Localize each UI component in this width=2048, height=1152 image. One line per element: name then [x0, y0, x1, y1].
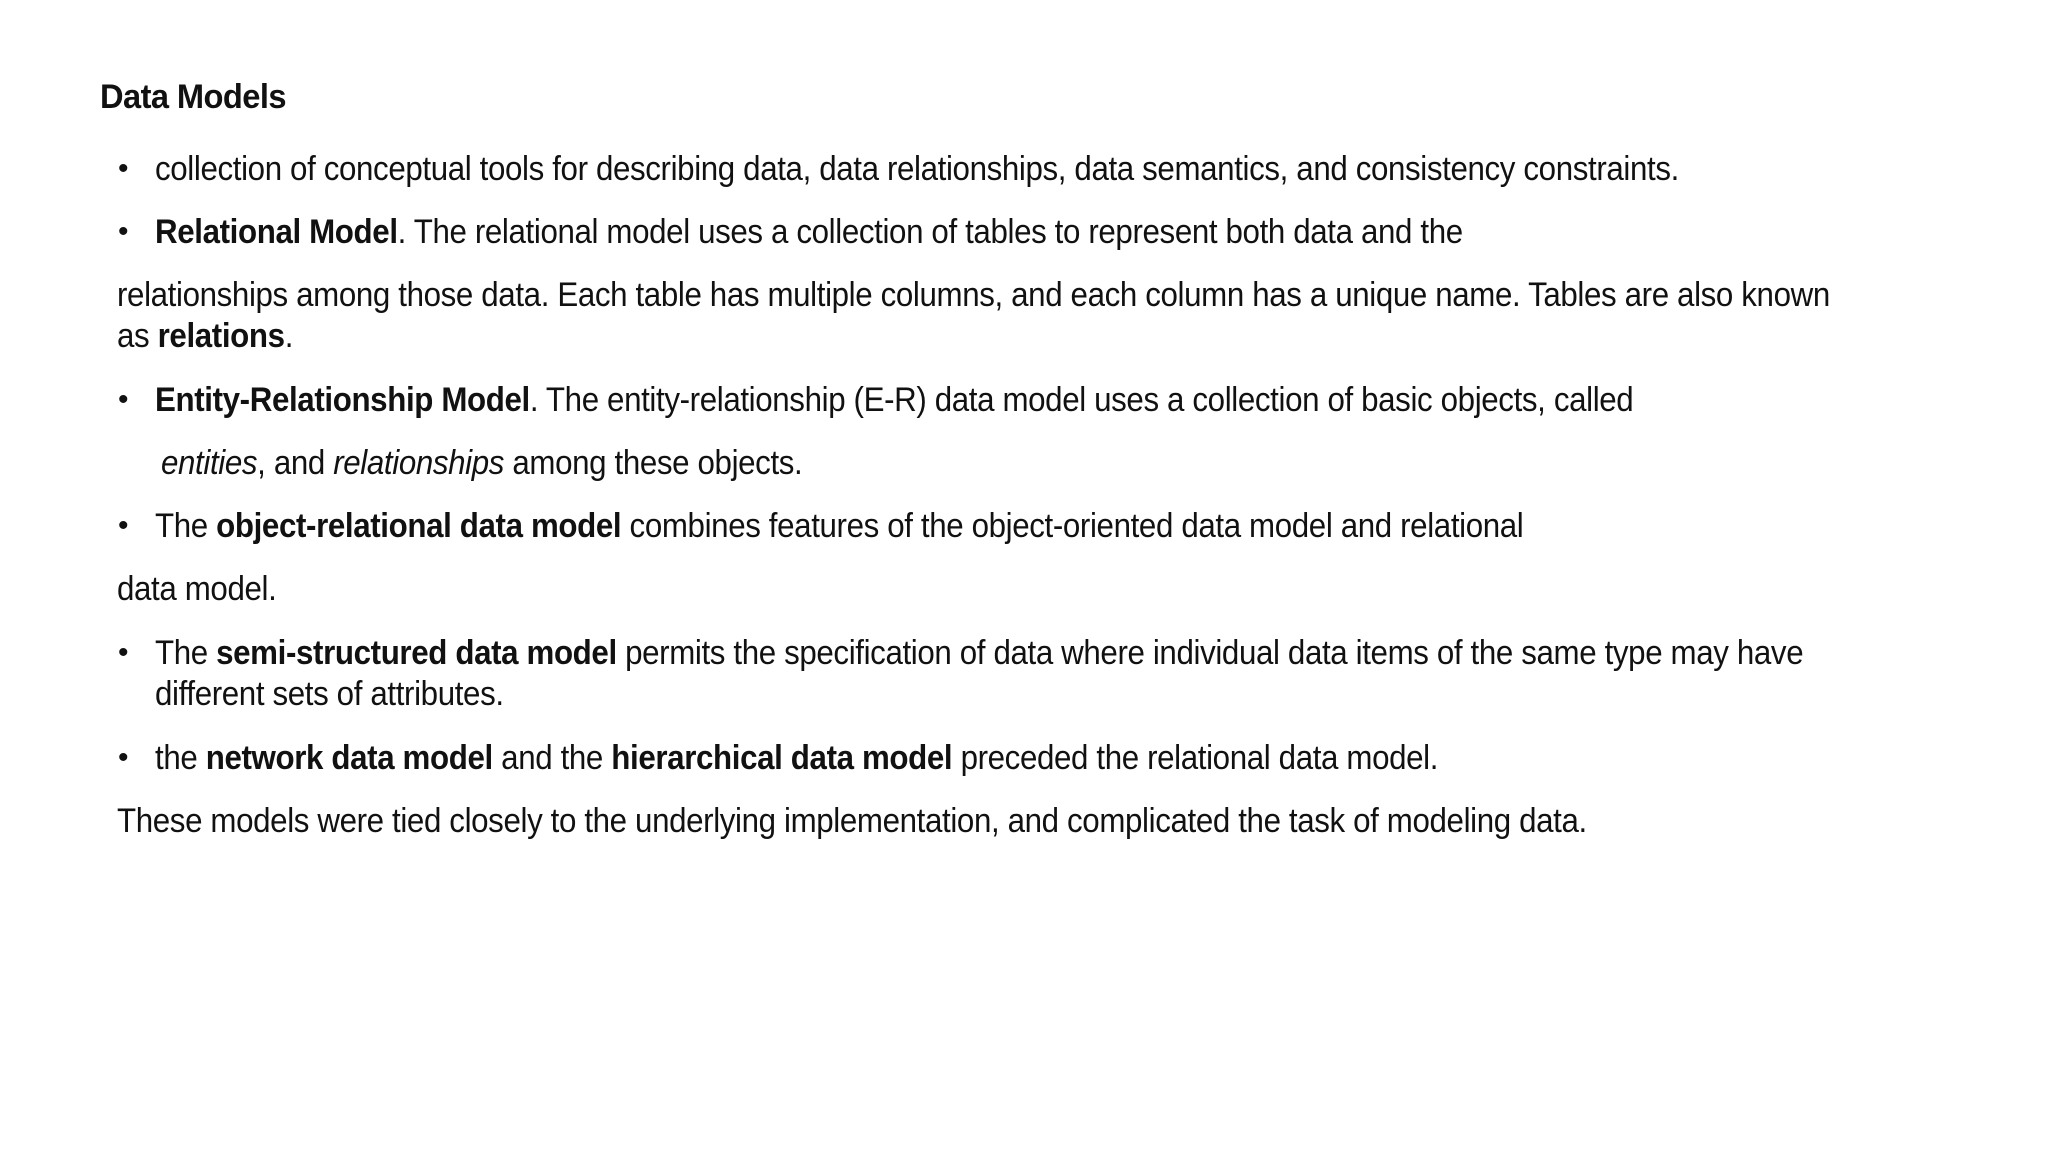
bullet-4-prefix: The [155, 507, 217, 545]
bullet-dot-icon: • [118, 509, 129, 542]
bullet-4-desc: combines features of the object-oriented data model and relational [621, 507, 1524, 545]
relations-prefix: as [117, 317, 158, 355]
bullet-5-text [155, 632, 1803, 674]
bullet-2-text [155, 211, 1463, 253]
slide-title: Data Models [100, 78, 286, 116]
semi-structured-term: semi-structured data model [216, 634, 617, 672]
object-relational-term: object-relational data model [216, 507, 622, 545]
bullet-5-desc: permits the specification of data where individual data items of the same type may have [616, 634, 1804, 672]
bullet-4-text [155, 505, 1523, 547]
er-model-desc: . The entity-relationship (E-R) data model uses a collection of basic objects, called [529, 381, 1634, 419]
entities-and: , and [257, 444, 334, 482]
bullet-1-body: collection of conceptual tools for describing data, data relationships, data semantics, and consistency constraints. [155, 150, 1679, 188]
bullet-6-prefix: the [155, 739, 206, 777]
closing-text: These models were tied closely to the underlying implementation, and complicated the task of modeling data. [117, 802, 1587, 840]
bullet-2-continuation-2 [117, 315, 293, 357]
bullet-6-mid: and the [492, 739, 612, 777]
bullet-6-desc: preceded the relational data model. [952, 739, 1439, 777]
er-model-term: Entity-Relationship Model [155, 381, 530, 419]
bullet-1-text [155, 148, 1679, 190]
er-continuation-tail: among these objects. [504, 444, 803, 482]
bullet-4-continuation: data model. [117, 570, 277, 608]
bullet-dot-icon: • [118, 636, 129, 669]
bullet-dot-icon: • [118, 741, 129, 774]
bullet-3-text [155, 379, 1633, 421]
relational-model-term: Relational Model [155, 213, 398, 251]
bullet-2-continuation-1: relationships among those data. Each table has multiple columns, and each column has a unique name. Tables are also known [117, 276, 1830, 314]
bullet-6-text [155, 737, 1438, 779]
bullet-5-prefix: The [155, 634, 217, 672]
relational-model-desc: . The relational model uses a collection of tables to represent both data and the [397, 213, 1463, 251]
network-model-term: network data model [205, 739, 493, 777]
bullet-dot-icon: • [118, 215, 129, 248]
relationships-term: relationships [333, 444, 505, 482]
bullet-5-continuation: different sets of attributes. [155, 675, 504, 713]
relations-suffix: . [284, 317, 294, 355]
bullet-dot-icon: • [118, 383, 129, 416]
bullet-3-continuation [161, 442, 802, 484]
relations-term: relations [157, 317, 285, 355]
bullet-dot-icon: • [118, 152, 129, 185]
entities-term: entities [161, 444, 258, 482]
hierarchical-model-term: hierarchical data model [611, 739, 953, 777]
